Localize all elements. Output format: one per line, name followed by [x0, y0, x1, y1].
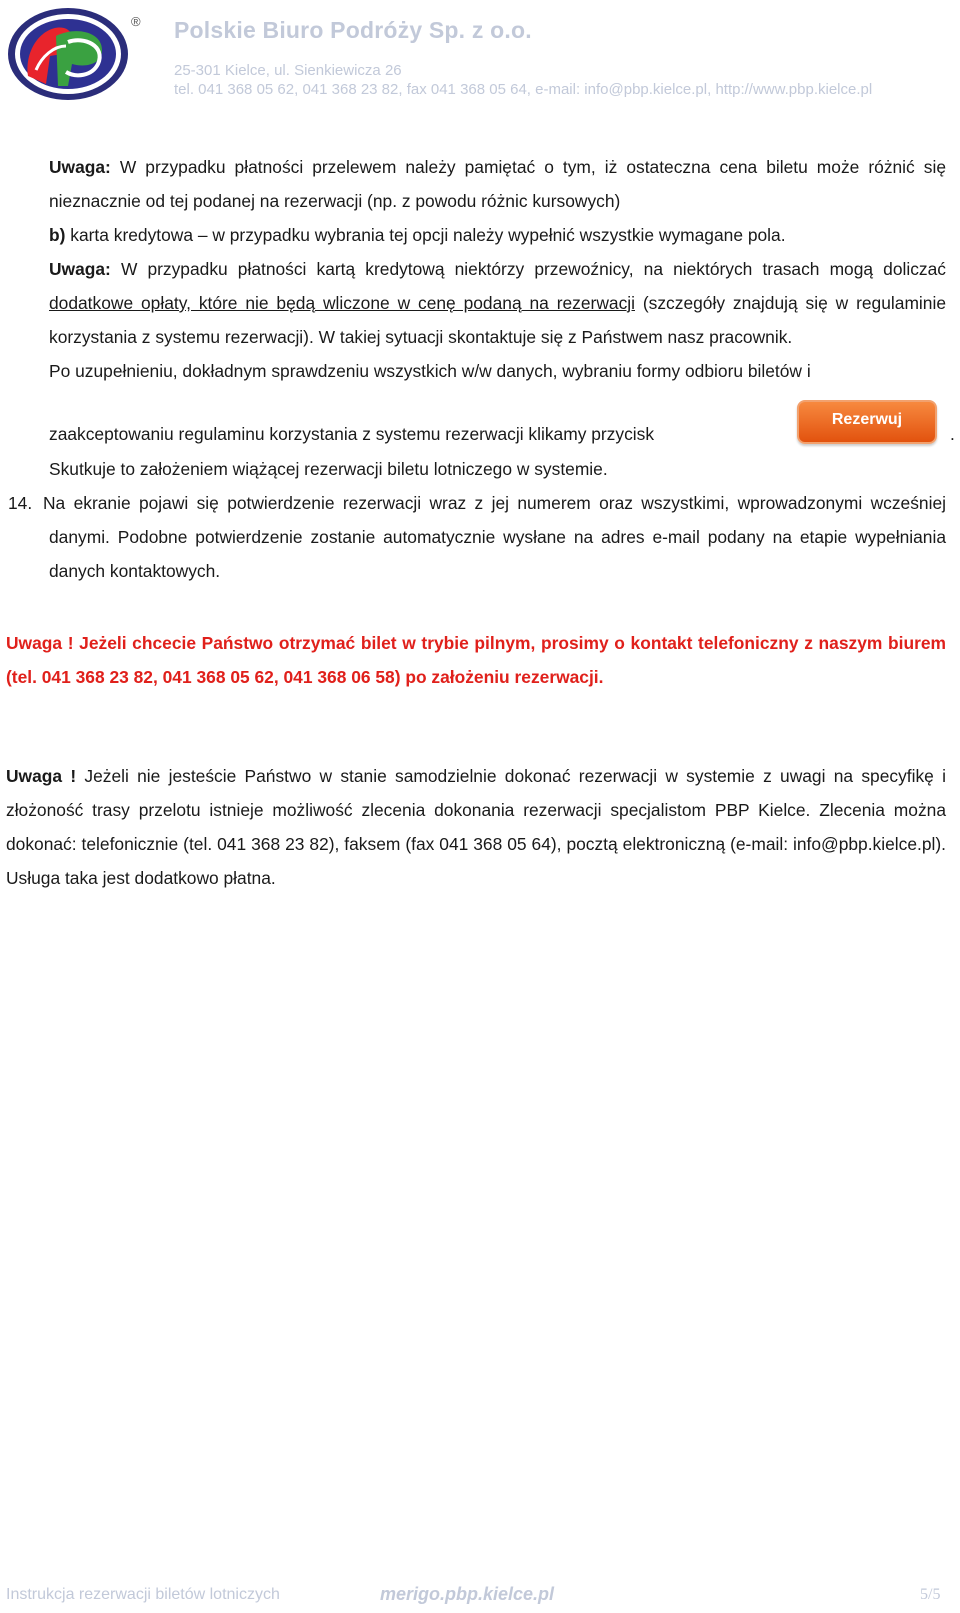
note-text: W przypadku płatności kartą kredytową niektórzy przewoźnicy, na niektórych trasach mogą doliczać	[110, 259, 946, 279]
footer-page-number: 5/5	[920, 1586, 941, 1603]
urgent-ticket-warning: Uwaga ! Jeżeli chcecie Państwo otrzymać bilet w trybie pilnym, prosimy o kontakt telefoniczny z naszym biurem (tel. 041 368 23 82, 041 368 05 62, 041 368 06 58) po założeniu rezerwacji.	[6, 633, 946, 687]
paragraph-credit-card	[0, 218, 960, 252]
footer-doc-title: Instrukcja rezerwacji biletów lotniczych	[6, 1586, 280, 1603]
rezerwuj-button[interactable]: Rezerwuj	[797, 400, 937, 444]
company-contacts: tel. 041 368 05 62, 041 368 23 82, fax 041 368 05 64, e-mail: info@pbp.kielce.pl, http://www.pbp.kielce.pl	[174, 81, 873, 98]
document-body	[0, 150, 960, 895]
step-number: 14.	[8, 493, 33, 513]
registered-mark: ®	[131, 14, 141, 29]
paragraph-binding-reservation: Skutkuje to założeniem wiążącej rezerwacji biletu lotniczego w systemie.	[49, 459, 608, 479]
reserve-instruction-line	[0, 400, 960, 452]
note-text: (szczegóły znajdują się w regulaminie korzystania z systemu rezerwacji). W takiej sytuacji skontaktuje się z Państwem nasz pracownik.	[49, 293, 946, 347]
option-text: karta kredytowa – w przypadku wybrania tej opcji należy wypełnić wszystkie wymagane pola.	[65, 225, 786, 245]
paragraph-after-filling: Po uzupełnieniu, dokładnym sprawdzeniu wszystkich w/w danych, wybraniu formy odbioru biletów i	[49, 361, 811, 381]
page-footer	[0, 1582, 960, 1612]
pbp-logo-icon	[6, 6, 130, 102]
note-label: Uwaga:	[49, 157, 111, 177]
step-text: Na ekranie pojawi się potwierdzenie rezerwacji wraz z jej numerem oraz wszystkimi, wprowadzonymi wcześniej danymi. Podobne potwierdzenie zostanie automatycznie wysłane na adres e-mail podany na etapie wypełniania danych kontaktowych.	[43, 493, 946, 581]
note-text: Jeżeli nie jesteście Państwo w stanie samodzielnie dokonać rezerwacji w systemie z uwagi na specyfikę i złożoność trasy przelotu istnieje możliwość zlecenia dokonania rezerwacji specjalistom PBP Kielce. Zlecenia można dokonać: telefonicznie (tel. 041 368 23 82), faksem (fax 041 368 05 64), pocztą elektroniczną (e-mail: info@pbp.kielce.pl). Usługa taka jest dodatkowo płatna.	[6, 766, 946, 888]
option-label: b)	[49, 225, 66, 245]
company-name: Polskie Biuro Podróży Sp. z o.o.	[174, 17, 532, 43]
page-header	[0, 0, 960, 110]
note-text: W przypadku płatności przelewem należy pamiętać o tym, iż ostateczna cena biletu może różnić się nieznacznie od tej podanej na rezerwacji (np. z powodu różnic kursowych)	[49, 157, 946, 211]
paragraph-card-fees-note	[0, 252, 960, 354]
sentence-end: .	[950, 424, 955, 444]
company-address: 25-301 Kielce, ul. Sienkiewicza 26	[174, 62, 402, 79]
paragraph-transfer-note	[0, 150, 960, 218]
note-label: Uwaga !	[6, 766, 77, 786]
specialist-booking-note	[0, 759, 960, 895]
reserve-instruction-text: zaakceptowaniu regulaminu korzystania z systemu rezerwacji klikamy przycisk	[49, 424, 655, 444]
footer-site-link[interactable]: merigo.pbp.kielce.pl	[380, 1584, 555, 1604]
step-14	[0, 486, 960, 588]
note-label: Uwaga:	[49, 259, 111, 279]
underlined-text: dodatkowe opłaty, które nie będą wliczone w cenę podaną na rezerwacji	[49, 293, 635, 313]
